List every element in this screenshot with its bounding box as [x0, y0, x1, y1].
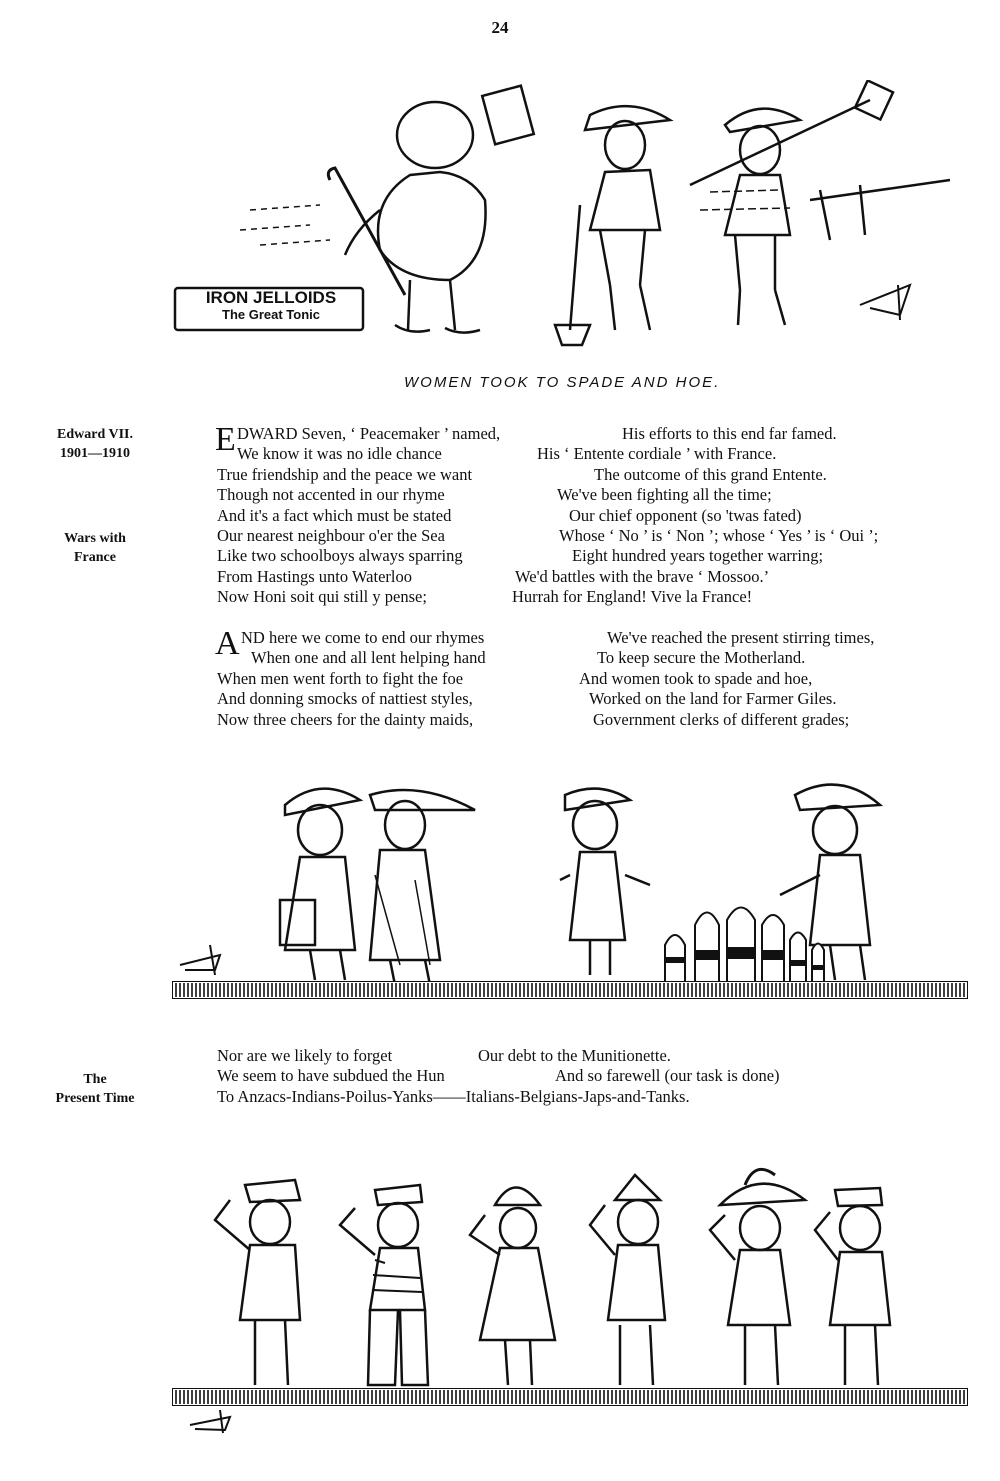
- page-number: 24: [491, 18, 509, 37]
- saluting-soldiers-illustration: [170, 1160, 970, 1390]
- verse-line: ND here we come to end our rhymes We've reached the present stirring times,: [241, 628, 875, 647]
- verse-line: We know it was no idle chance His ‘ Entente cordiale ’ with France.: [237, 444, 777, 464]
- artist-signature-mark: [185, 1405, 245, 1435]
- verse-line: Nor are we likely to forget Our debt to the Munitionette.: [217, 1046, 671, 1065]
- women-workers-and-munitions-illustration: [170, 765, 970, 1005]
- verse-line: From Hastings unto Waterloo We'd battles with the brave ‘ Mossoo.’: [217, 566, 770, 586]
- verse-line: DWARD Seven, ‘ Peacemaker ’ named, His efforts to this end far famed.: [237, 424, 837, 443]
- margin-note-wars: [20, 529, 170, 567]
- verse-line: Now Honi soit qui still y pense; Hurrah for England! Vive la France!: [217, 587, 753, 607]
- stanza-3: [217, 1046, 987, 1107]
- middle-ground-strip: [172, 981, 968, 999]
- margin-note-wars-line2: France: [74, 550, 116, 565]
- margin-note-edward-years: 1901—1910: [60, 446, 130, 461]
- verse-line: And it's a fact which must be stated Our chief opponent (so 'twas fated): [217, 505, 802, 525]
- margin-note-edward-title: Edward VII.: [57, 427, 133, 442]
- stanza-2: [215, 625, 987, 730]
- margin-note-present: [20, 1070, 170, 1108]
- verse-line: When one and all lent helping hand To keep secure the Motherland.: [251, 648, 806, 668]
- margin-note-present-line1: The: [83, 1072, 107, 1087]
- bottom-ground-strip: [172, 1388, 968, 1406]
- verse-line: And donning smocks of nattiest styles, Worked on the land for Farmer Giles.: [217, 689, 837, 709]
- verse-line: To Anzacs-Indians-Poilus-Yanks——Italians-Belgians-Japs-and-Tanks.: [217, 1086, 690, 1106]
- verse-line: Now three cheers for the dainty maids, Government clerks of different grades;: [217, 709, 850, 729]
- iron-jelloids-sign-title: IRON JELLOIDS: [205, 288, 337, 307]
- margin-note-present-line2: Present Time: [55, 1091, 135, 1106]
- verse-line: Like two schoolboys always sparring Eight hundred years together warring;: [217, 546, 824, 566]
- iron-jelloids-sign-subtitle: The Great Tonic: [222, 307, 320, 322]
- stanza-2-dropcap: A: [215, 625, 240, 662]
- stanza-1-dropcap: E: [215, 421, 236, 458]
- illustration-caption: WOMEN TOOK TO SPADE AND HOE.: [404, 374, 721, 391]
- verse-line: Our nearest neighbour o'er the Sea Whose ‘ No ’ is ‘ Non ’; whose ‘ Yes ’ is ‘ Oui ’;: [217, 525, 879, 545]
- margin-note-wars-line1: Wars with: [64, 531, 126, 546]
- verse-line: We seem to have subdued the Hun And so farewell (our task is done): [217, 1066, 780, 1086]
- verse-line: When men went forth to fight the foe And women took to spade and hoe,: [217, 668, 813, 688]
- verse-line: Though not accented in our rhyme We've been fighting all the time;: [217, 485, 772, 505]
- margin-note-edward: [20, 425, 170, 463]
- verse-line: True friendship and the peace we want The outcome of this grand Entente.: [217, 464, 827, 484]
- stanza-1: [215, 421, 987, 608]
